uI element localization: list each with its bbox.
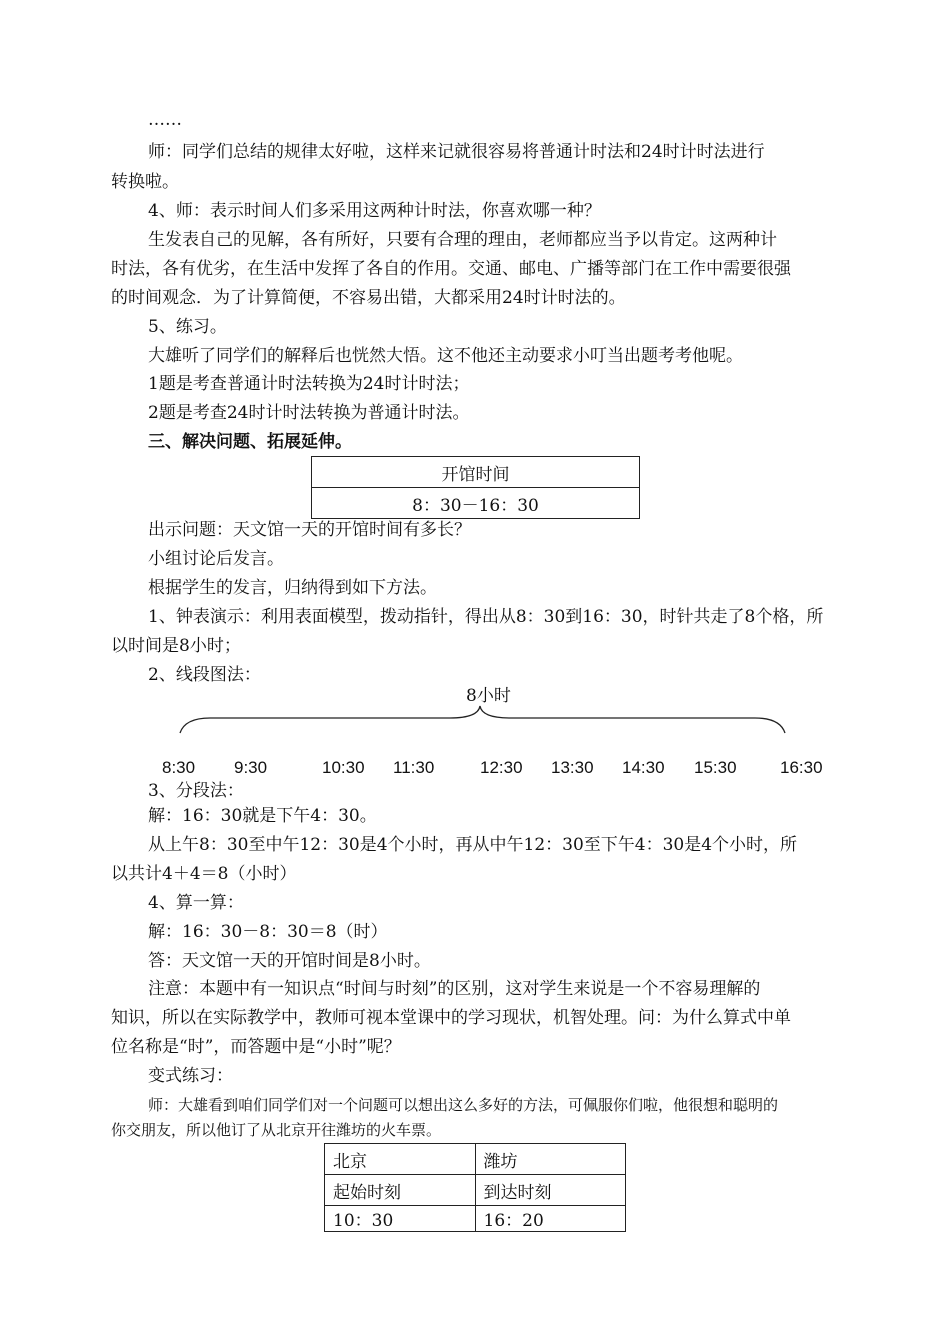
section-heading: 三、解决问题、拓展延伸。 [148,432,352,452]
timeline-tick: 15:30 [694,758,737,777]
paragraph-line: 解：16：30就是下午4：30。 [148,806,377,826]
paragraph-line: 以共计4＋4＝8（小时） [111,864,297,884]
paragraph-line: 2题是考查24时计时法转换为普通计时法。 [148,403,470,423]
paragraph-line: 根据学生的发言，归纳得到如下方法。 [148,578,437,598]
paragraph-line: 知识，所以在实际教学中，教师可视本堂课中的学习现状，机智处理。问：为什么算式中单 [111,1008,791,1028]
ellipsis-line: …… [148,110,182,130]
paragraph-line: 从上午8：30至中午12：30是4个小时，再从中午12：30至下午4：30是4个小时，所 [148,835,798,855]
brace-label: 8小时 [466,686,511,706]
paragraph-line: 生发表自己的见解，各有所好，只要有合理的理由，老师都应当予以肯定。这两种计 [148,230,777,250]
table-cell: 潍坊 [475,1144,626,1175]
paragraph-line: 位名称是“时”，而答题中是“小时”呢？ [111,1037,401,1057]
paragraph-line: 变式练习： [148,1066,233,1086]
paragraph-line: 1题是考查普通计时法转换为24时计时法； [148,374,470,394]
paragraph-line: 大雄听了同学们的解释后也恍然大悟。这不他还主动要求小叮当出题考考他呢。 [148,346,743,366]
paragraph-line: 1、钟表演示：利用表面模型，拨动指针，得出从8：30到16：30，时针共走了8个格，所 [148,607,824,627]
timeline-tick: 14:30 [622,758,665,777]
timeline-tick: 9:30 [234,758,268,777]
train-ticket-table [324,1143,626,1232]
paragraph-line: 出示问题：天文馆一天的开馆时间有多长？ [148,520,471,540]
paragraph-line: 答：天文馆一天的开馆时间是8小时。 [148,951,431,971]
paragraph-line: 师：大雄看到咱们同学们对一个问题可以想出这么多好的方法，可佩服你们啦，他很想和聪明的 [148,1096,779,1114]
table-cell: 北京 [325,1144,476,1175]
paragraph-line: 以时间是8小时； [111,636,241,656]
paragraph-line: 转换啦。 [111,172,179,192]
paragraph-line: 3、分段法： [148,781,244,801]
paragraph-line: 师：同学们总结的规律太好啦，这样来记就很容易将普通计时法和24时计时法进行 [148,142,765,162]
table-cell: 8：30－16：30 [312,488,640,519]
timeline-tick: 11:30 [393,758,435,777]
paragraph-line: 4、师：表示时间人们多采用这两种计时法，你喜欢哪一种？ [148,201,601,221]
timeline-tick: 12:30 [480,758,523,777]
paragraph-line: 时法，各有优劣，在生活中发挥了各自的作用。交通、邮电、广播等部门在工作中需要很强 [111,259,791,279]
paragraph-line: 你交朋友，所以他订了从北京开往潍坊的火车票。 [111,1121,442,1139]
paragraph-line: 5、练习。 [148,317,227,337]
table-cell: 开馆时间 [312,457,640,488]
paragraph-line: 解：16：30－8：30＝8（时） [148,922,388,942]
table-cell: 起始时刻 [325,1175,476,1206]
table-cell: 16：20 [475,1206,626,1232]
paragraph-line: 的时间观念．为了计算简便，不容易出错，大都采用24时计时法的。 [111,288,626,308]
table-cell: 到达时刻 [475,1175,626,1206]
timeline-tick: 13:30 [551,758,594,777]
timeline-tick: 16:30 [780,758,823,777]
timeline-tick: 8:30 [162,758,196,777]
paragraph-line: 4、算一算： [148,893,244,913]
paragraph-line: 小组讨论后发言。 [148,549,284,569]
timeline-tick: 10:30 [322,758,365,777]
table-cell: 10：30 [325,1206,476,1232]
paragraph-line: 注意：本题中有一知识点“时间与时刻”的区别，这对学生来说是一个不容易理解的 [148,979,761,999]
paragraph-line: 2、线段图法： [148,665,261,685]
